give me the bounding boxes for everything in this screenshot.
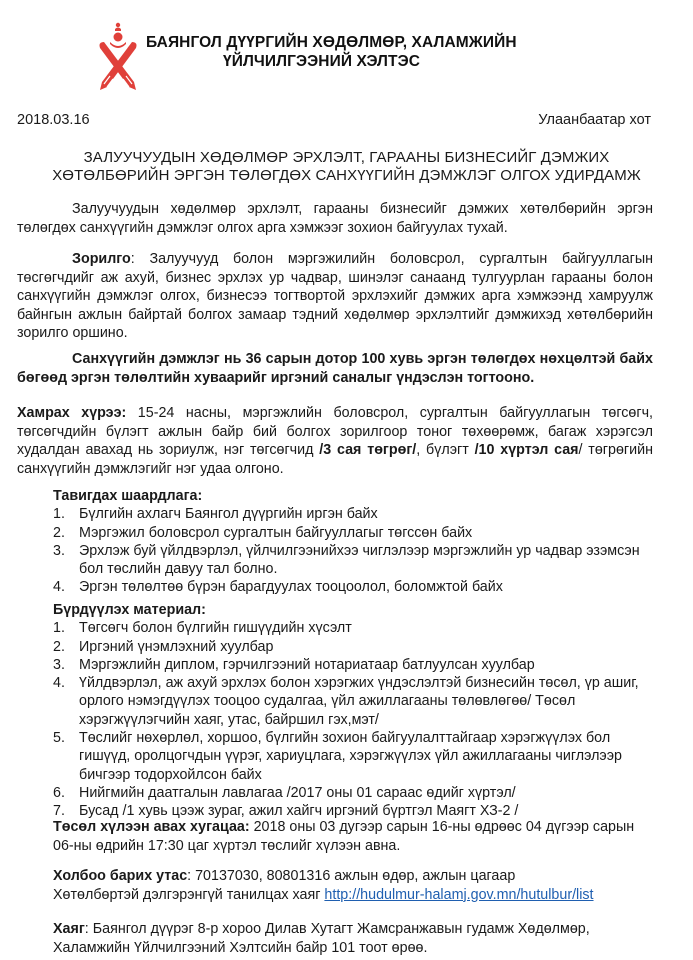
contact-phones: : 70137030, 80801316 ажлын өдөр, ажлын цагаар: [187, 868, 516, 884]
list-item: [53, 729, 643, 784]
financing-note: Санхүүгийн дэмжлэг нь 36 сарын дотор 100 хувь эргэн төлөгдөх нөхцөлтэй байх бөгөөд эргэн төлөлтийн хуваарийг иргэний саналыг үндэслэн тогтооно.: [17, 351, 653, 386]
deadline-paragraph: [53, 818, 653, 855]
list-item: [53, 524, 643, 542]
item-text: Мэргэжлийн диплом, гэрчилгээний нотариатаар батлуулсан хуулбар: [79, 656, 535, 673]
contact-label: Холбоо барих утас: [53, 868, 188, 884]
document-location: Улаанбаатар хот: [538, 112, 651, 128]
goal-label: Зорилго: [72, 251, 131, 267]
item-number: 5.: [53, 730, 65, 747]
item-number: 1.: [53, 620, 65, 637]
item-text: Мэргэжил боловсрол сургалтын байгууллагыг төгссөн байх: [79, 524, 473, 541]
contact-more-text: Хөтөлбөртэй дэлгэрэнгүй танилцах хаяг: [53, 886, 325, 903]
scope-paragraph: [17, 404, 653, 478]
address-paragraph: [53, 920, 653, 957]
title-line2: ХӨТӨЛБӨРИЙН ЭРГЭН ТӨЛӨГДӨХ САНХҮҮГИЙН ДЭМЖЛЭГ ОЛГОХ УДИРДАМЖ: [52, 167, 641, 184]
item-number: 2.: [53, 524, 65, 541]
organization-logo-icon: [96, 20, 140, 92]
letterhead: [96, 20, 656, 90]
scope-text-2: , бүлэгт: [416, 442, 475, 458]
requirements-section: [53, 487, 643, 597]
list-item: [53, 542, 643, 579]
item-text: Иргэний үнэмлэхний хуулбар: [79, 638, 274, 655]
scope-text-3: / төгрөгийн санхүүгийн дэмжлэгийг нэг удаа олгоно.: [17, 442, 653, 477]
list-item: [53, 578, 643, 596]
address-label: Хаяг: [53, 921, 85, 937]
list-item: [53, 638, 643, 656]
list-item: [53, 784, 643, 802]
org-name-line1: БАЯНГОЛ ДҮҮРГИЙН ХӨДӨЛМӨР, ХАЛАМЖИЙН: [146, 34, 517, 51]
goal-paragraph: [17, 250, 653, 343]
item-number: 7.: [53, 803, 65, 820]
contact-section: [53, 867, 653, 904]
requirements-title: Тавигдах шаардлага:: [53, 488, 203, 504]
item-text: Нийгмийн даатгалын лавлагаа /2017 оны 01 сараас өдийг хүртэл/: [79, 784, 516, 801]
list-item: [53, 656, 643, 674]
scope-label: Хамрах хүрээ:: [17, 405, 127, 421]
document-date: 2018.03.16: [17, 112, 90, 128]
item-number: 3.: [53, 656, 65, 673]
item-number: 4.: [53, 675, 65, 692]
list-item: [53, 674, 643, 729]
item-text: Эргэн төлөлтөө бүрэн барагдуулах тооцоолол, боломжтой байх: [79, 579, 503, 596]
list-item: [53, 619, 643, 637]
item-text: Төслийг нөхөрлөл, хоршоо, бүлгийн зохион байгуулалттайгаар хэрэгжүүлэх бол гишүүд, оролцогчдын үүрэг, хариуцлага, хэрэгжүүлэх үйл ажиллагааны чиглэлээр бичгээр тодорхойлсон байх: [79, 730, 622, 783]
document-title: [0, 149, 693, 185]
intro-paragraph: Залуучуудын хөдөлмөр эрхлэлт, гарааны бизнесийг дэмжих хөтөлбөрийн эргэн төлөгдөх санхүүгийн дэмжлэг олгох арга хэмжээг зохион байгуулах тухай.: [17, 201, 653, 236]
organization-name: [146, 33, 517, 71]
requirements-list: [53, 505, 643, 596]
meta-row: [17, 112, 651, 128]
item-text: Эрхлэж буй үйлдвэрлэл, үйлчилгээнийхээ чиглэлээр мэргэжлийн ур чадвар эзэмсэн бол төслийн давуу тал болно.: [79, 542, 640, 578]
item-number: 3.: [53, 542, 65, 559]
goal-text: : Залуучууд болон мэргэжилийн боловсрол, сургалтын байгууллагын төсгөгчдийг аж ахуй, бизнес эрхлэх ур чадвар, шинэлэг санаанд тулгуурлан гарааны болон санхүүгийн дэмжлэг олгох, бизнесээ тогтвортой эрхлэхийг дэмжих арга хэмжээнд хамруулж байнгын ажлын байртай болгох замаар тэдний хөдөлмөр эрхлэлтийг дэмжихэд хөтөлбөрийн зорилго оршино.: [17, 251, 653, 341]
contact-phone-line: [53, 867, 653, 886]
materials-list: [53, 619, 643, 820]
deadline-label: Төсөл хүлээн авах хугацаа:: [53, 819, 250, 835]
contact-link-line: [53, 886, 653, 905]
scope-amount-individual: /3 сая төгрөг/: [319, 442, 417, 458]
item-text: Төгсөгч болон бүлгийн гишүүдийн хүсэлт: [79, 620, 352, 637]
materials-section: [53, 601, 643, 821]
item-text: Үйлдвэрлэл, аж ахуй эрхлэх болон хэрэгжих үндэслэлтэй бизнесийн төсөл, үр ашиг, орлого нэмэгдүүлэх тооцоо судалгаа, үйл ажиллагааны төлөвлөгөө/ Төсөл хэрэгжүүлэгчийн хаяг, утас, байршил гэх,мэт/: [79, 675, 639, 728]
item-number: 4.: [53, 579, 65, 596]
org-name-line2: ҮЙЛЧИЛГЭЭНИЙ ХЭЛТЭС: [223, 53, 421, 70]
program-details-link[interactable]: http://hudulmur-halamj.gov.mn/hutulbur/list: [324, 886, 594, 903]
scope-amount-group: /10 хүртэл сая: [474, 442, 579, 458]
list-item: [53, 505, 643, 523]
deadline-text: 2018 оны 03 дугээр сарын 16-ны өдрөөс 04 дүгээр сарын 06-ны өдрийн 17:30 цаг хүртэл төслийг хүлээн авна.: [53, 819, 635, 854]
title-line1: ЗАЛУУЧУУДЫН ХӨДӨЛМӨР ЭРХЛЭЛТ, ГАРААНЫ БИЗНЕСИЙГ ДЭМЖИХ: [83, 149, 610, 166]
item-number: 2.: [53, 638, 65, 655]
item-text: Бүлгийн ахлагч Баянгол дүүргийн иргэн байх: [79, 506, 378, 523]
item-number: 6.: [53, 784, 65, 801]
item-number: 1.: [53, 506, 65, 523]
materials-title: Бүрдүүлэх материал:: [53, 602, 206, 618]
address-text: : Баянгол дүүрэг 8-р хороо Дилав Хутагт Жамсранжавын гудамж Хөдөлмөр, Халамжийн Үйлчилгээний Хэлтсийн байр 101 тоот өрөө.: [53, 921, 590, 956]
scope-text-1: 15-24 насны, мэргэжлийн боловсрол, сургалтын байгууллагын төгсөгч, төгсөгчдийн бүлэгт ажлын байр бий болгох зорилгоор тоног төхөөрөмж, багаж хэрэгсэл худалдан авахад нь зориулж, нэг төгсөгчид: [17, 405, 654, 458]
item-text: Бусад /1 хувь цээж зураг, ажил хайгч иргэний бүртгэл Маягт ХЗ-2 /: [79, 803, 519, 820]
